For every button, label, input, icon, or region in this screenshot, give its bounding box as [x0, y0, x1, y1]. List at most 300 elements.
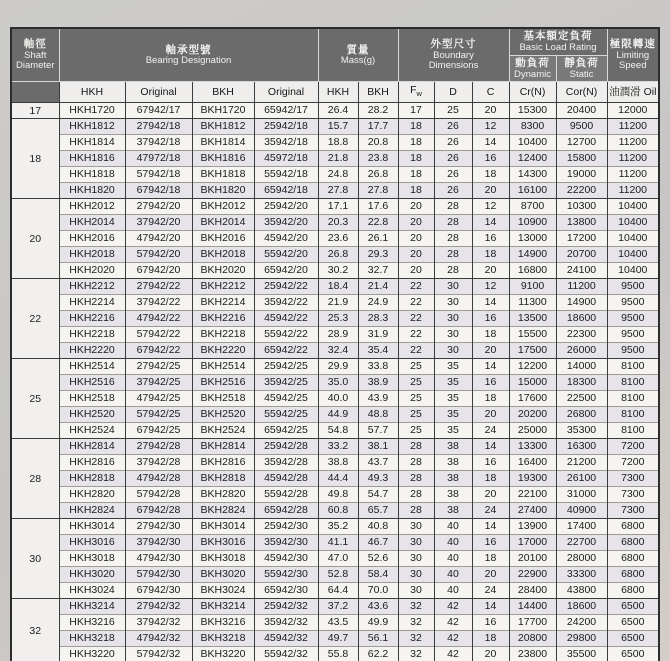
cell-bkh: BKH2520	[192, 407, 254, 423]
cell-cor-n: 26800	[556, 407, 607, 423]
cell-original-bkh: 55942/18	[254, 167, 318, 183]
cell-cor-n: 35500	[556, 647, 607, 661]
cell-original-hkh: 57942/32	[125, 647, 192, 661]
subheader-cr: Cr(N)	[509, 82, 556, 103]
cell-hkh: HKH3218	[59, 631, 125, 647]
cell-c: 18	[472, 471, 509, 487]
cell-oil-speed: 11200	[607, 151, 659, 167]
cell-mass-bkh: 17.7	[358, 119, 398, 135]
cell-fw: 28	[398, 471, 434, 487]
cell-bkh: BKH3216	[192, 615, 254, 631]
cell-oil-speed: 8100	[607, 423, 659, 439]
cell-cr-n: 14400	[509, 599, 556, 615]
cell-bkh: BKH2014	[192, 215, 254, 231]
cell-cr-n: 13500	[509, 311, 556, 327]
cell-bkh: BKH2514	[192, 359, 254, 375]
cell-bkh: BKH3016	[192, 535, 254, 551]
cell-cor-n: 22500	[556, 391, 607, 407]
cell-fw: 22	[398, 311, 434, 327]
cell-fw: 18	[398, 183, 434, 199]
cell-cr-n: 14900	[509, 247, 556, 263]
cell-original-hkh: 67942/20	[125, 263, 192, 279]
cell-hkh: HKH1818	[59, 167, 125, 183]
cell-oil-speed: 9500	[607, 343, 659, 359]
cell-oil-speed: 8100	[607, 359, 659, 375]
cell-oil-speed: 10400	[607, 231, 659, 247]
cell-bkh: BKH3214	[192, 599, 254, 615]
cell-original-hkh: 47942/32	[125, 631, 192, 647]
cell-d: 35	[434, 407, 472, 423]
cell-c: 24	[472, 423, 509, 439]
cell-original-hkh: 47942/28	[125, 471, 192, 487]
cell-cr-n: 19300	[509, 471, 556, 487]
cell-original-hkh: 57942/22	[125, 327, 192, 343]
cell-d: 25	[434, 103, 472, 119]
cell-mass-hkh: 26.4	[318, 103, 358, 119]
cell-fw: 18	[398, 151, 434, 167]
cell-original-bkh: 65942/20	[254, 263, 318, 279]
cell-original-bkh: 35942/30	[254, 535, 318, 551]
cell-mass-hkh: 23.6	[318, 231, 358, 247]
cell-mass-bkh: 54.7	[358, 487, 398, 503]
cell-cor-n: 14000	[556, 359, 607, 375]
cell-bkh: BKH3218	[192, 631, 254, 647]
shaft-diameter-cell: 17	[11, 103, 59, 119]
cell-original-hkh: 57942/20	[125, 247, 192, 263]
cell-oil-speed: 11200	[607, 183, 659, 199]
cell-bkh: BKH1820	[192, 183, 254, 199]
cell-mass-bkh: 62.2	[358, 647, 398, 661]
table-row	[11, 407, 659, 423]
cell-hkh: HKH2524	[59, 423, 125, 439]
cell-bkh: BKH2220	[192, 343, 254, 359]
cell-d: 40	[434, 583, 472, 599]
table-row	[11, 503, 659, 519]
cell-c: 16	[472, 151, 509, 167]
subheader-fw: $F_w$	[398, 82, 434, 103]
cell-fw: 28	[398, 503, 434, 519]
cell-d: 28	[434, 263, 472, 279]
cell-mass-hkh: 21.9	[318, 295, 358, 311]
subheader-hkh: HKH	[59, 82, 125, 103]
header-static-load: 靜負荷 Static	[556, 56, 607, 82]
cell-cor-n: 24200	[556, 615, 607, 631]
cell-d: 30	[434, 327, 472, 343]
cell-mass-bkh: 32.7	[358, 263, 398, 279]
cell-bkh: BKH2214	[192, 295, 254, 311]
cell-original-bkh: 35942/18	[254, 135, 318, 151]
cell-cr-n: 13300	[509, 439, 556, 455]
cell-mass-hkh: 15.7	[318, 119, 358, 135]
cell-cr-n: 20800	[509, 631, 556, 647]
cell-original-bkh: 65942/18	[254, 183, 318, 199]
table-row	[11, 375, 659, 391]
cell-cr-n: 17700	[509, 615, 556, 631]
cell-fw: 32	[398, 647, 434, 661]
bearing-spec-table	[10, 27, 660, 661]
cell-c: 16	[472, 375, 509, 391]
cell-mass-bkh: 56.1	[358, 631, 398, 647]
cell-cr-n: 22900	[509, 567, 556, 583]
cell-mass-bkh: 43.9	[358, 391, 398, 407]
cell-hkh: HKH2824	[59, 503, 125, 519]
cell-d: 30	[434, 279, 472, 295]
cell-c: 14	[472, 215, 509, 231]
cell-bkh: BKH2016	[192, 231, 254, 247]
cell-original-bkh: 25942/22	[254, 279, 318, 295]
cell-cor-n: 21200	[556, 455, 607, 471]
subheader-original-1: Original	[125, 82, 192, 103]
cell-cr-n: 12400	[509, 151, 556, 167]
cell-oil-speed: 11200	[607, 135, 659, 151]
cell-cor-n: 26000	[556, 343, 607, 359]
cell-oil-speed: 10400	[607, 215, 659, 231]
cell-mass-hkh: 17.1	[318, 199, 358, 215]
cell-cr-n: 17000	[509, 535, 556, 551]
cell-hkh: HKH2814	[59, 439, 125, 455]
cell-mass-bkh: 43.6	[358, 599, 398, 615]
cell-mass-bkh: 38.9	[358, 375, 398, 391]
cell-fw: 30	[398, 535, 434, 551]
cell-d: 38	[434, 503, 472, 519]
cell-mass-bkh: 58.4	[358, 567, 398, 583]
cell-bkh: BKH2018	[192, 247, 254, 263]
cell-c: 24	[472, 503, 509, 519]
cell-d: 42	[434, 615, 472, 631]
cell-original-bkh: 45972/18	[254, 151, 318, 167]
cell-d: 30	[434, 343, 472, 359]
cell-hkh: HKH3018	[59, 551, 125, 567]
cell-bkh: BKH2516	[192, 375, 254, 391]
shaft-diameter-cell: 18	[11, 119, 59, 199]
cell-original-hkh: 67942/30	[125, 583, 192, 599]
cell-fw: 25	[398, 375, 434, 391]
cell-c: 20	[472, 343, 509, 359]
header-shaft-diameter: 軸徑 Shaft Diameter	[11, 28, 59, 82]
cell-mass-bkh: 24.9	[358, 295, 398, 311]
cell-fw: 25	[398, 359, 434, 375]
cell-bkh: BKH2524	[192, 423, 254, 439]
cell-bkh: BKH1812	[192, 119, 254, 135]
cell-c: 16	[472, 231, 509, 247]
cell-cr-n: 15500	[509, 327, 556, 343]
cell-original-hkh: 27942/22	[125, 279, 192, 295]
cell-cor-n: 17200	[556, 231, 607, 247]
cell-cor-n: 28000	[556, 551, 607, 567]
table-row	[11, 263, 659, 279]
subheader-original-2: Original	[254, 82, 318, 103]
cell-original-hkh: 57942/18	[125, 167, 192, 183]
cell-cr-n: 12200	[509, 359, 556, 375]
table-row	[11, 247, 659, 263]
cell-hkh: HKH1720	[59, 103, 125, 119]
cell-cor-n: 29800	[556, 631, 607, 647]
cell-c: 14	[472, 599, 509, 615]
cell-c: 14	[472, 439, 509, 455]
cell-d: 38	[434, 487, 472, 503]
cell-original-hkh: 57942/28	[125, 487, 192, 503]
cell-mass-hkh: 32.4	[318, 343, 358, 359]
cell-fw: 18	[398, 167, 434, 183]
cell-mass-bkh: 33.8	[358, 359, 398, 375]
cell-c: 16	[472, 535, 509, 551]
cell-original-hkh: 27942/25	[125, 359, 192, 375]
cell-cor-n: 18600	[556, 599, 607, 615]
cell-mass-hkh: 43.5	[318, 615, 358, 631]
cell-mass-bkh: 28.3	[358, 311, 398, 327]
cell-original-hkh: 27942/28	[125, 439, 192, 455]
cell-mass-hkh: 44.4	[318, 471, 358, 487]
cell-c: 24	[472, 583, 509, 599]
table-row	[11, 295, 659, 311]
cell-c: 14	[472, 295, 509, 311]
cell-oil-speed: 8100	[607, 391, 659, 407]
cell-original-bkh: 45942/30	[254, 551, 318, 567]
cell-mass-bkh: 40.8	[358, 519, 398, 535]
cell-cor-n: 15800	[556, 151, 607, 167]
table-row	[11, 215, 659, 231]
table-row	[11, 599, 659, 615]
cell-hkh: HKH2820	[59, 487, 125, 503]
cell-hkh: HKH3020	[59, 567, 125, 583]
cell-hkh: HKH3024	[59, 583, 125, 599]
cell-cor-n: 9500	[556, 119, 607, 135]
cell-mass-bkh: 17.6	[358, 199, 398, 215]
header-boundary-dimensions: 外型尺寸 Boundary Dimensions	[398, 28, 509, 82]
cell-oil-speed: 6800	[607, 551, 659, 567]
cell-bkh: BKH2020	[192, 263, 254, 279]
cell-cor-n: 22300	[556, 327, 607, 343]
subheader-d: D	[434, 82, 472, 103]
cell-mass-bkh: 38.1	[358, 439, 398, 455]
cell-bkh: BKH3024	[192, 583, 254, 599]
cell-mass-bkh: 23.8	[358, 151, 398, 167]
cell-hkh: HKH2012	[59, 199, 125, 215]
cell-mass-hkh: 33.2	[318, 439, 358, 455]
cell-fw: 32	[398, 599, 434, 615]
cell-cr-n: 9100	[509, 279, 556, 295]
cell-cr-n: 20100	[509, 551, 556, 567]
cell-bkh: BKH2820	[192, 487, 254, 503]
cell-c: 16	[472, 311, 509, 327]
header-limiting-speed: 極限轉速 Limiting Speed	[607, 28, 659, 82]
cell-c: 20	[472, 647, 509, 661]
cell-mass-hkh: 38.8	[318, 455, 358, 471]
cell-oil-speed: 9500	[607, 327, 659, 343]
cell-mass-hkh: 52.8	[318, 567, 358, 583]
cell-mass-hkh: 55.8	[318, 647, 358, 661]
cell-cr-n: 20200	[509, 407, 556, 423]
cell-oil-speed: 7200	[607, 455, 659, 471]
cell-c: 18	[472, 327, 509, 343]
cell-original-bkh: 25942/32	[254, 599, 318, 615]
cell-original-bkh: 65942/30	[254, 583, 318, 599]
cell-c: 14	[472, 519, 509, 535]
cell-original-bkh: 25942/25	[254, 359, 318, 375]
cell-cor-n: 40900	[556, 503, 607, 519]
cell-fw: 28	[398, 487, 434, 503]
cell-d: 40	[434, 519, 472, 535]
table-row	[11, 519, 659, 535]
cell-oil-speed: 6500	[607, 615, 659, 631]
cell-original-hkh: 27942/20	[125, 199, 192, 215]
cell-original-bkh: 45942/25	[254, 391, 318, 407]
cell-d: 38	[434, 455, 472, 471]
cell-bkh: BKH3014	[192, 519, 254, 535]
cell-c: 20	[472, 567, 509, 583]
cell-d: 28	[434, 247, 472, 263]
cell-d: 26	[434, 183, 472, 199]
cell-mass-hkh: 24.8	[318, 167, 358, 183]
cell-cor-n: 11200	[556, 279, 607, 295]
cell-cor-n: 18300	[556, 375, 607, 391]
cell-c: 12	[472, 279, 509, 295]
cell-bkh: BKH2814	[192, 439, 254, 455]
cell-mass-bkh: 49.3	[358, 471, 398, 487]
cell-hkh: HKH1816	[59, 151, 125, 167]
cell-mass-bkh: 49.9	[358, 615, 398, 631]
cell-original-bkh: 45942/32	[254, 631, 318, 647]
cell-d: 26	[434, 119, 472, 135]
cell-oil-speed: 12000	[607, 103, 659, 119]
cell-d: 35	[434, 391, 472, 407]
cell-mass-hkh: 20.3	[318, 215, 358, 231]
cell-mass-bkh: 27.8	[358, 183, 398, 199]
cell-cor-n: 33300	[556, 567, 607, 583]
cell-mass-hkh: 30.2	[318, 263, 358, 279]
cell-bkh: BKH1816	[192, 151, 254, 167]
cell-oil-speed: 9500	[607, 279, 659, 295]
cell-cr-n: 23800	[509, 647, 556, 661]
table-row	[11, 391, 659, 407]
cell-original-bkh: 35942/20	[254, 215, 318, 231]
cell-hkh: HKH2018	[59, 247, 125, 263]
cell-original-bkh: 55942/32	[254, 647, 318, 661]
cell-original-bkh: 45942/28	[254, 471, 318, 487]
cell-original-bkh: 45942/22	[254, 311, 318, 327]
cell-hkh: HKH2216	[59, 311, 125, 327]
cell-cor-n: 12700	[556, 135, 607, 151]
cell-oil-speed: 10400	[607, 247, 659, 263]
subheader-mass-bkh: BKH	[358, 82, 398, 103]
table-row	[11, 151, 659, 167]
cell-cor-n: 18600	[556, 311, 607, 327]
cell-original-hkh: 37942/32	[125, 615, 192, 631]
cell-mass-bkh: 70.0	[358, 583, 398, 599]
cell-cor-n: 14900	[556, 295, 607, 311]
cell-original-bkh: 35942/22	[254, 295, 318, 311]
cell-cor-n: 26100	[556, 471, 607, 487]
cell-fw: 20	[398, 199, 434, 215]
cell-cor-n: 20400	[556, 103, 607, 119]
cell-original-bkh: 25942/30	[254, 519, 318, 535]
table-row	[11, 423, 659, 439]
cell-oil-speed: 11200	[607, 167, 659, 183]
cell-fw: 18	[398, 119, 434, 135]
cell-fw: 32	[398, 615, 434, 631]
cell-hkh: HKH2514	[59, 359, 125, 375]
cell-mass-hkh: 35.2	[318, 519, 358, 535]
table-row	[11, 311, 659, 327]
cell-cr-n: 17600	[509, 391, 556, 407]
cell-mass-hkh: 29.9	[318, 359, 358, 375]
cell-mass-hkh: 35.0	[318, 375, 358, 391]
table-row	[11, 199, 659, 215]
cell-fw: 25	[398, 391, 434, 407]
cell-original-hkh: 27942/32	[125, 599, 192, 615]
cell-bkh: BKH3220	[192, 647, 254, 661]
cell-original-hkh: 47942/25	[125, 391, 192, 407]
cell-cr-n: 16800	[509, 263, 556, 279]
cell-cr-n: 15300	[509, 103, 556, 119]
cell-original-hkh: 27942/30	[125, 519, 192, 535]
cell-d: 26	[434, 167, 472, 183]
cell-cr-n: 13000	[509, 231, 556, 247]
cell-mass-bkh: 52.6	[358, 551, 398, 567]
cell-mass-hkh: 27.8	[318, 183, 358, 199]
cell-cor-n: 31000	[556, 487, 607, 503]
cell-original-hkh: 47942/20	[125, 231, 192, 247]
cell-hkh: HKH2818	[59, 471, 125, 487]
cell-original-bkh: 55942/30	[254, 567, 318, 583]
cell-mass-hkh: 60.8	[318, 503, 358, 519]
cell-c: 20	[472, 263, 509, 279]
table-body	[11, 103, 659, 661]
cell-hkh: HKH3216	[59, 615, 125, 631]
cell-original-hkh: 37942/28	[125, 455, 192, 471]
cell-bkh: BKH2824	[192, 503, 254, 519]
cell-cr-n: 22100	[509, 487, 556, 503]
cell-cor-n: 19000	[556, 167, 607, 183]
cell-mass-bkh: 20.8	[358, 135, 398, 151]
cell-original-bkh: 65942/25	[254, 423, 318, 439]
cell-d: 38	[434, 471, 472, 487]
table-row	[11, 551, 659, 567]
cell-d: 42	[434, 647, 472, 661]
cell-c: 18	[472, 167, 509, 183]
cell-cr-n: 10900	[509, 215, 556, 231]
cell-fw: 25	[398, 407, 434, 423]
table-row	[11, 119, 659, 135]
cell-original-bkh: 55942/20	[254, 247, 318, 263]
cell-d: 42	[434, 599, 472, 615]
cell-cr-n: 11300	[509, 295, 556, 311]
cell-mass-bkh: 48.8	[358, 407, 398, 423]
table-row	[11, 535, 659, 551]
cell-hkh: HKH3016	[59, 535, 125, 551]
cell-bkh: BKH1818	[192, 167, 254, 183]
cell-bkh: BKH2218	[192, 327, 254, 343]
cell-oil-speed: 7300	[607, 487, 659, 503]
table-row	[11, 135, 659, 151]
header-dynamic-load: 動負荷 Dynamic	[509, 56, 556, 82]
cell-original-bkh: 45942/20	[254, 231, 318, 247]
cell-oil-speed: 10400	[607, 263, 659, 279]
cell-hkh: HKH2212	[59, 279, 125, 295]
cell-fw: 22	[398, 327, 434, 343]
cell-mass-hkh: 25.3	[318, 311, 358, 327]
cell-mass-bkh: 29.3	[358, 247, 398, 263]
table-row	[11, 583, 659, 599]
cell-bkh: BKH2212	[192, 279, 254, 295]
cell-cr-n: 14300	[509, 167, 556, 183]
cell-original-bkh: 35942/28	[254, 455, 318, 471]
cell-hkh: HKH3220	[59, 647, 125, 661]
cell-c: 14	[472, 135, 509, 151]
cell-cr-n: 10400	[509, 135, 556, 151]
cell-original-hkh: 37942/18	[125, 135, 192, 151]
cell-cor-n: 22200	[556, 183, 607, 199]
